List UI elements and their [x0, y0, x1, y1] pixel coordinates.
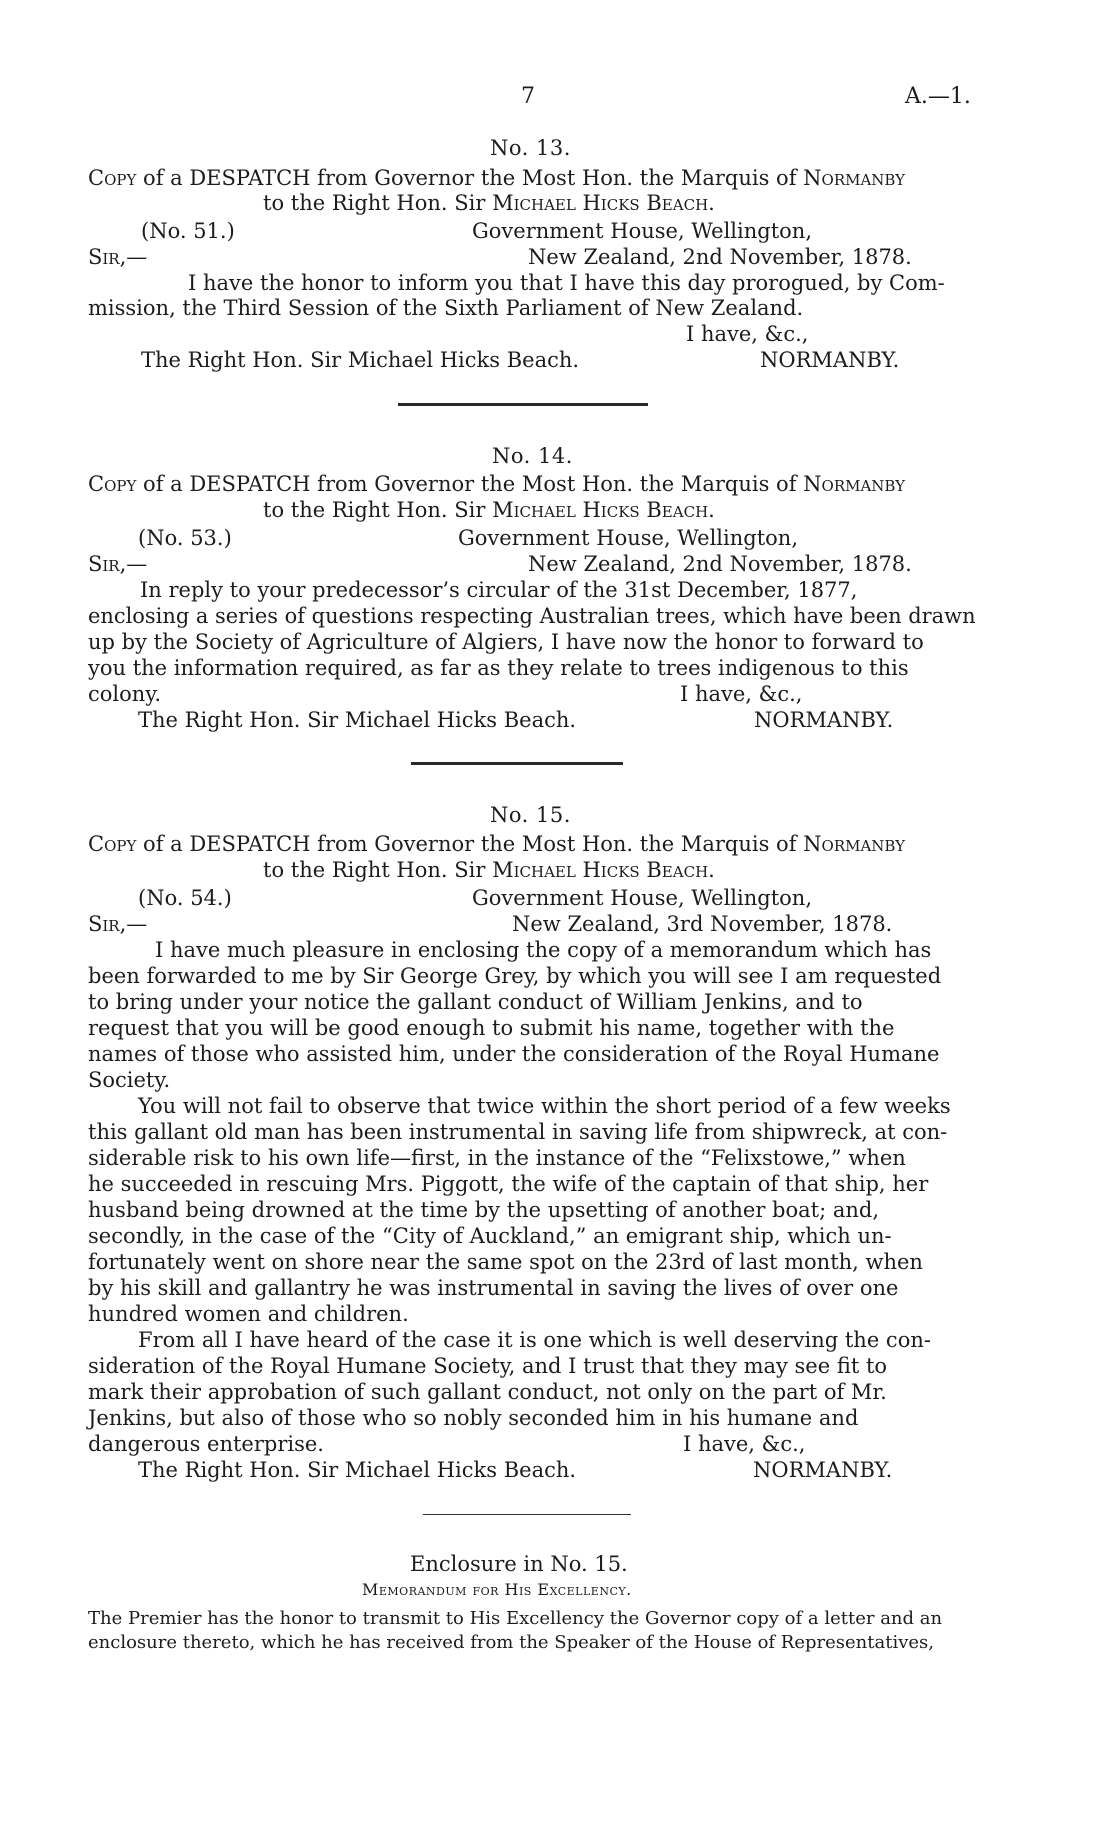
location-line1: Government House, Wellington,: [472, 886, 812, 910]
location-line2: New Zealand, 2nd November, 1878.: [528, 552, 912, 576]
title-prefix: Copy: [88, 832, 137, 856]
body-line: siderable risk to his own life—first, in the instance of the “Felixstowe,” when: [88, 1146, 906, 1170]
despatch-title: [88, 832, 905, 856]
closing: I have, &c.,: [683, 1432, 806, 1456]
despatch-no: (No. 53.): [138, 526, 232, 550]
title-name: Normanby: [803, 166, 906, 190]
body-line: sideration of the Royal Humane Society, and I trust that they may see fit to: [88, 1354, 888, 1378]
closing: I have, &c.,: [686, 322, 809, 346]
body-line: dangerous enterprise.: [88, 1432, 324, 1456]
location-line2: New Zealand, 2nd November, 1878.: [528, 245, 912, 269]
body-line: In reply to your predecessor’s circular of the 31st December, 1877,: [140, 578, 858, 602]
title-line2-prefix: to the Right Hon. Sir: [263, 498, 493, 522]
title-line2-name: Michael Hicks Beach.: [492, 858, 715, 882]
title-main: of a DESPATCH from Governor the Most Hon. the Marquis of: [136, 472, 804, 496]
body-line: names of those who assisted him, under the consideration of the Royal Humane: [88, 1042, 940, 1066]
body-line: this gallant old man has been instrumental in saving life from shipwreck, at con-: [88, 1120, 948, 1144]
body-line: secondly, in the case of the “City of Auckland,” an emigrant ship, which un-: [88, 1224, 892, 1248]
signature: NORMANBY.: [760, 348, 900, 372]
enclosure-title: Enclosure in No. 15.: [410, 1552, 628, 1576]
body-line: mission, the Third Session of the Sixth Parliament of New Zealand.: [88, 296, 804, 320]
salutation: Sir,—: [88, 552, 148, 576]
despatch-title: [88, 166, 905, 190]
body-line: he succeeded in rescuing Mrs. Piggott, the wife of the captain of that ship, her: [88, 1172, 929, 1196]
title-name: Normanby: [803, 832, 906, 856]
section-divider: [398, 403, 648, 406]
body-line: you the information required, as far as they relate to trees indigenous to this: [88, 656, 909, 680]
signature: NORMANBY.: [754, 708, 894, 732]
despatch-title: [88, 472, 905, 496]
body-line: I have much pleasure in enclosing the copy of a memorandum which has: [155, 938, 932, 962]
section-divider: [411, 762, 623, 765]
title-main: of a DESPATCH from Governor the Most Hon. the Marquis of: [136, 832, 804, 856]
title-prefix: Copy: [88, 166, 137, 190]
despatch-no: (No. 54.): [138, 886, 232, 910]
closing: I have, &c.,: [680, 682, 803, 706]
body-line: enclosing a series of questions respecting Australian trees, which have been drawn: [88, 604, 976, 628]
salutation: Sir,—: [88, 245, 148, 269]
body-line: colony.: [88, 682, 162, 706]
body-line: Jenkins, but also of those who so nobly seconded him in his humane and: [88, 1406, 859, 1430]
body-line: mark their approbation of such gallant conduct, not only on the part of Mr.: [88, 1380, 887, 1404]
despatch-number: No. 15.: [490, 803, 571, 827]
title-main: of a DESPATCH from Governor the Most Hon. the Marquis of: [136, 166, 804, 190]
memo-line: enclosure thereto, which he has received from the Speaker of the House of Representatives,: [88, 1632, 934, 1653]
location-line2: New Zealand, 3rd November, 1878.: [512, 912, 893, 936]
enclosure-subtitle: Memorandum for His Excellency.: [362, 1580, 632, 1599]
addressee: The Right Hon. Sir Michael Hicks Beach.: [141, 348, 580, 372]
addressee: The Right Hon. Sir Michael Hicks Beach.: [138, 708, 577, 732]
body-line: to bring under your notice the gallant conduct of William Jenkins, and to: [88, 990, 863, 1014]
location-line1: Government House, Wellington,: [458, 526, 798, 550]
memo-line: The Premier has the honor to transmit to His Excellency the Governor copy of a letter and an: [88, 1608, 943, 1629]
signature: NORMANBY.: [753, 1458, 893, 1482]
body-line: been forwarded to me by Sir George Grey, by which you will see I am requested: [88, 964, 942, 988]
body-line: From all I have heard of the case it is one which is well deserving the con-: [138, 1328, 931, 1352]
despatch-title-line2: [263, 498, 715, 522]
body-line: husband being drowned at the time by the upsetting of another boat; and,: [88, 1198, 880, 1222]
body-line: You will not fail to observe that twice within the short period of a few weeks: [138, 1094, 951, 1118]
body-line: hundred women and children.: [88, 1302, 409, 1326]
despatch-number: No. 14.: [492, 444, 573, 468]
body-line: request that you will be good enough to submit his name, together with the: [88, 1016, 895, 1040]
document-reference: A.—1.: [905, 84, 971, 109]
location-line1: Government House, Wellington,: [472, 219, 812, 243]
title-line2-prefix: to the Right Hon. Sir: [263, 191, 493, 215]
despatch-no: (No. 51.): [141, 219, 235, 243]
body-line: Society.: [88, 1068, 171, 1092]
title-name: Normanby: [803, 472, 906, 496]
addressee: The Right Hon. Sir Michael Hicks Beach.: [138, 1458, 577, 1482]
title-line2-prefix: to the Right Hon. Sir: [263, 858, 493, 882]
page-number: 7: [521, 84, 535, 109]
salutation: Sir,—: [88, 912, 148, 936]
despatch-title-line2: [263, 858, 715, 882]
despatch-number: No. 13.: [490, 136, 571, 160]
title-prefix: Copy: [88, 472, 137, 496]
body-line: I have the honor to inform you that I have this day prorogued, by Com-: [188, 271, 945, 295]
title-line2-name: Michael Hicks Beach.: [492, 498, 715, 522]
body-line: by his skill and gallantry he was instrumental in saving the lives of over one: [88, 1276, 899, 1300]
despatch-title-line2: [263, 191, 715, 215]
title-line2-name: Michael Hicks Beach.: [492, 191, 715, 215]
section-divider: [423, 1514, 631, 1515]
body-line: fortunately went on shore near the same spot on the 23rd of last month, when: [88, 1250, 923, 1274]
body-line: up by the Society of Agriculture of Algiers, I have now the honor to forward to: [88, 630, 924, 654]
